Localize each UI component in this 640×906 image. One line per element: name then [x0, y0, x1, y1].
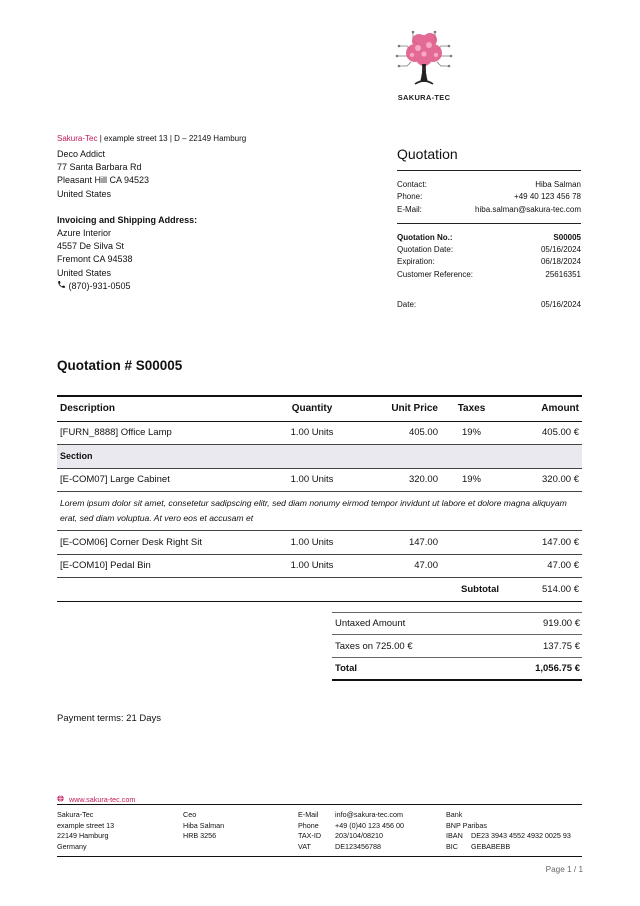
info-title: Quotation — [397, 146, 458, 162]
value: 05/16/2024 — [540, 245, 581, 255]
footer-key: Phone — [298, 820, 319, 830]
footer-people — [183, 810, 224, 842]
cell-description: [E-COM10] Pedal Bin — [57, 554, 269, 578]
info-reference-row — [397, 269, 581, 281]
phone-icon — [57, 281, 69, 291]
note-text: Lorem ipsum dolor sit amet, consetetur sadipscing elitr, sed diam nonumy eirmod tempor invidunt ut labore et dolore magna aliquyam erat, sed diam voluptua. At vero eos et accusam et — [57, 492, 582, 531]
footer-line: Bank — [446, 810, 463, 819]
label: Date: — [397, 300, 417, 310]
customer-phone: (870)-931-0505 — [68, 280, 131, 291]
footer-key: VAT — [298, 841, 311, 851]
footer-value: DE123456788 — [335, 841, 381, 851]
payment-terms: Payment terms: 21 Days — [57, 713, 162, 724]
sender-address-line — [57, 134, 246, 143]
footer-line: Hiba Salman — [183, 820, 225, 830]
footer-key: E-Mail — [298, 810, 319, 819]
label: Taxes on 725.00 € — [335, 640, 413, 652]
total-row — [332, 658, 582, 681]
footer-value: DE23 3943 4552 4932 0025 93 — [471, 831, 571, 841]
footer-line: example street 13 — [57, 820, 115, 830]
info-phone-row — [397, 191, 581, 203]
cell-taxes: 19% — [441, 421, 502, 445]
header-amount: Amount — [502, 396, 582, 421]
cell-amount: 47.00 € — [502, 554, 582, 578]
table-row — [57, 468, 582, 492]
company-logo — [384, 26, 464, 108]
footer-line: Germany — [57, 841, 87, 851]
footer-value: 203/104/08210 — [335, 831, 383, 841]
cell-quantity: 1.00 Units — [269, 468, 355, 492]
footer-value: info@sakura-tec.com — [335, 810, 404, 819]
footer-key: IBAN — [446, 831, 463, 841]
address-label: Invoicing and Shipping Address: — [57, 214, 198, 225]
website-link[interactable] — [57, 794, 135, 804]
section-label: Section — [57, 445, 582, 469]
quotation-info-block — [397, 146, 581, 311]
label: Quotation No.: — [397, 232, 453, 242]
sender-separator: | — [99, 134, 102, 143]
customer-city: Pleasant Hill CA 94523 — [57, 175, 150, 186]
footer-line: Sakura-Tec — [57, 810, 94, 819]
cell-taxes — [441, 554, 502, 578]
footer-company — [57, 810, 114, 852]
customer-name: Deco Addict — [57, 149, 106, 159]
footer-line: HRB 3256 — [183, 831, 217, 841]
footer-line: 22149 Hamburg — [57, 831, 109, 841]
footer-bank — [446, 810, 571, 852]
line-items-table — [57, 395, 582, 602]
value: Hiba Salman — [535, 180, 581, 189]
section-row — [57, 445, 582, 469]
cell-quantity: 1.00 Units — [269, 531, 355, 555]
table-header-row — [57, 396, 582, 421]
sender-city: D – 22149 Hamburg — [174, 134, 247, 143]
page-number: Page 1 / 1 — [545, 865, 583, 874]
header-unit-price: Unit Price — [355, 396, 441, 421]
footer-value: GEBABEBB — [471, 841, 511, 851]
info-contact-row — [397, 179, 581, 191]
globe-icon — [57, 795, 66, 804]
taxes-row — [332, 635, 582, 658]
label: Quotation Date: — [397, 245, 454, 255]
customer-country: United States — [57, 188, 112, 199]
label: Customer Reference: — [397, 269, 474, 279]
ship-street: 4557 De Silva St — [57, 241, 125, 252]
ship-country: United States — [57, 267, 112, 278]
totals-block — [332, 612, 582, 681]
subtotal-row — [57, 578, 582, 602]
cell-amount: 405.00 € — [502, 421, 582, 445]
website-text: www.sakura-tec.com — [69, 794, 136, 804]
label: Total — [335, 663, 357, 674]
table-row — [57, 421, 582, 445]
footer-contact — [298, 810, 404, 852]
cell-unit-price: 405.00 — [355, 421, 441, 445]
ship-city: Fremont CA 94538 — [57, 254, 133, 265]
value: 06/18/2024 — [540, 257, 581, 267]
cell-amount: 320.00 € — [502, 468, 582, 492]
cell-description: [FURN_8888] Office Lamp — [57, 421, 269, 445]
value: 137.75 € — [543, 640, 580, 652]
subtotal-value: 514.00 € — [502, 578, 582, 602]
note-row — [57, 492, 582, 531]
label: E-Mail: — [397, 204, 422, 214]
cell-unit-price: 47.00 — [355, 554, 441, 578]
value: 1,056.75 € — [535, 663, 580, 674]
info-email-row — [397, 204, 581, 216]
cell-unit-price: 147.00 — [355, 531, 441, 555]
cell-quantity: 1.00 Units — [269, 421, 355, 445]
value: hiba.salman@sakura-tec.com — [475, 204, 581, 214]
header-quantity: Quantity — [269, 396, 355, 421]
subtotal-label: Subtotal — [441, 578, 502, 602]
ship-name: Azure Interior — [57, 228, 112, 239]
label: Untaxed Amount — [335, 618, 406, 629]
sender-street: example street 13 — [104, 134, 168, 143]
value: S00005 — [553, 232, 581, 242]
header-description: Description — [57, 396, 269, 421]
info-date2-row — [397, 299, 581, 311]
cell-unit-price: 320.00 — [355, 468, 441, 492]
logo-text: SAKURA-TEC — [397, 93, 451, 102]
footer — [57, 804, 582, 857]
cell-amount: 147.00 € — [502, 531, 582, 555]
cell-description: [E-COM06] Corner Desk Right Sit — [57, 531, 269, 555]
quotation-heading: Quotation # S00005 — [57, 358, 183, 373]
footer-line: Ceo — [183, 810, 197, 819]
label: Phone: — [397, 192, 423, 202]
footer-key: BIC — [446, 841, 458, 851]
label: Contact: — [397, 180, 427, 189]
cell-quantity: 1.00 Units — [269, 554, 355, 578]
sakura-tree-icon — [393, 26, 455, 92]
info-number-row — [397, 232, 581, 244]
table-row — [57, 531, 582, 555]
sender-separator: | — [169, 134, 172, 143]
header-taxes: Taxes — [441, 396, 502, 421]
cell-description: [E-COM07] Large Cabinet — [57, 468, 269, 492]
sender-brand: Sakura-Tec — [57, 134, 98, 143]
cell-taxes: 19% — [441, 468, 502, 492]
customer-street: 77 Santa Barbara Rd — [57, 162, 142, 173]
value: +49 40 123 456 78 — [514, 192, 581, 202]
customer-address-block — [57, 148, 197, 293]
footer-line: BNP Paribas — [446, 820, 488, 830]
footer-key: TAX-ID — [298, 831, 322, 841]
cell-taxes — [441, 531, 502, 555]
untaxed-row — [332, 612, 582, 635]
value: 919.00 € — [543, 618, 580, 629]
label: Expiration: — [397, 257, 435, 267]
info-expiration-row — [397, 256, 581, 268]
customer-phone-row — [57, 280, 197, 293]
value: 05/16/2024 — [540, 300, 581, 310]
footer-value: +49 (0)40 123 456 00 — [335, 820, 404, 830]
value: 25616351 — [545, 269, 581, 279]
table-row — [57, 554, 582, 578]
info-date-row — [397, 244, 581, 256]
